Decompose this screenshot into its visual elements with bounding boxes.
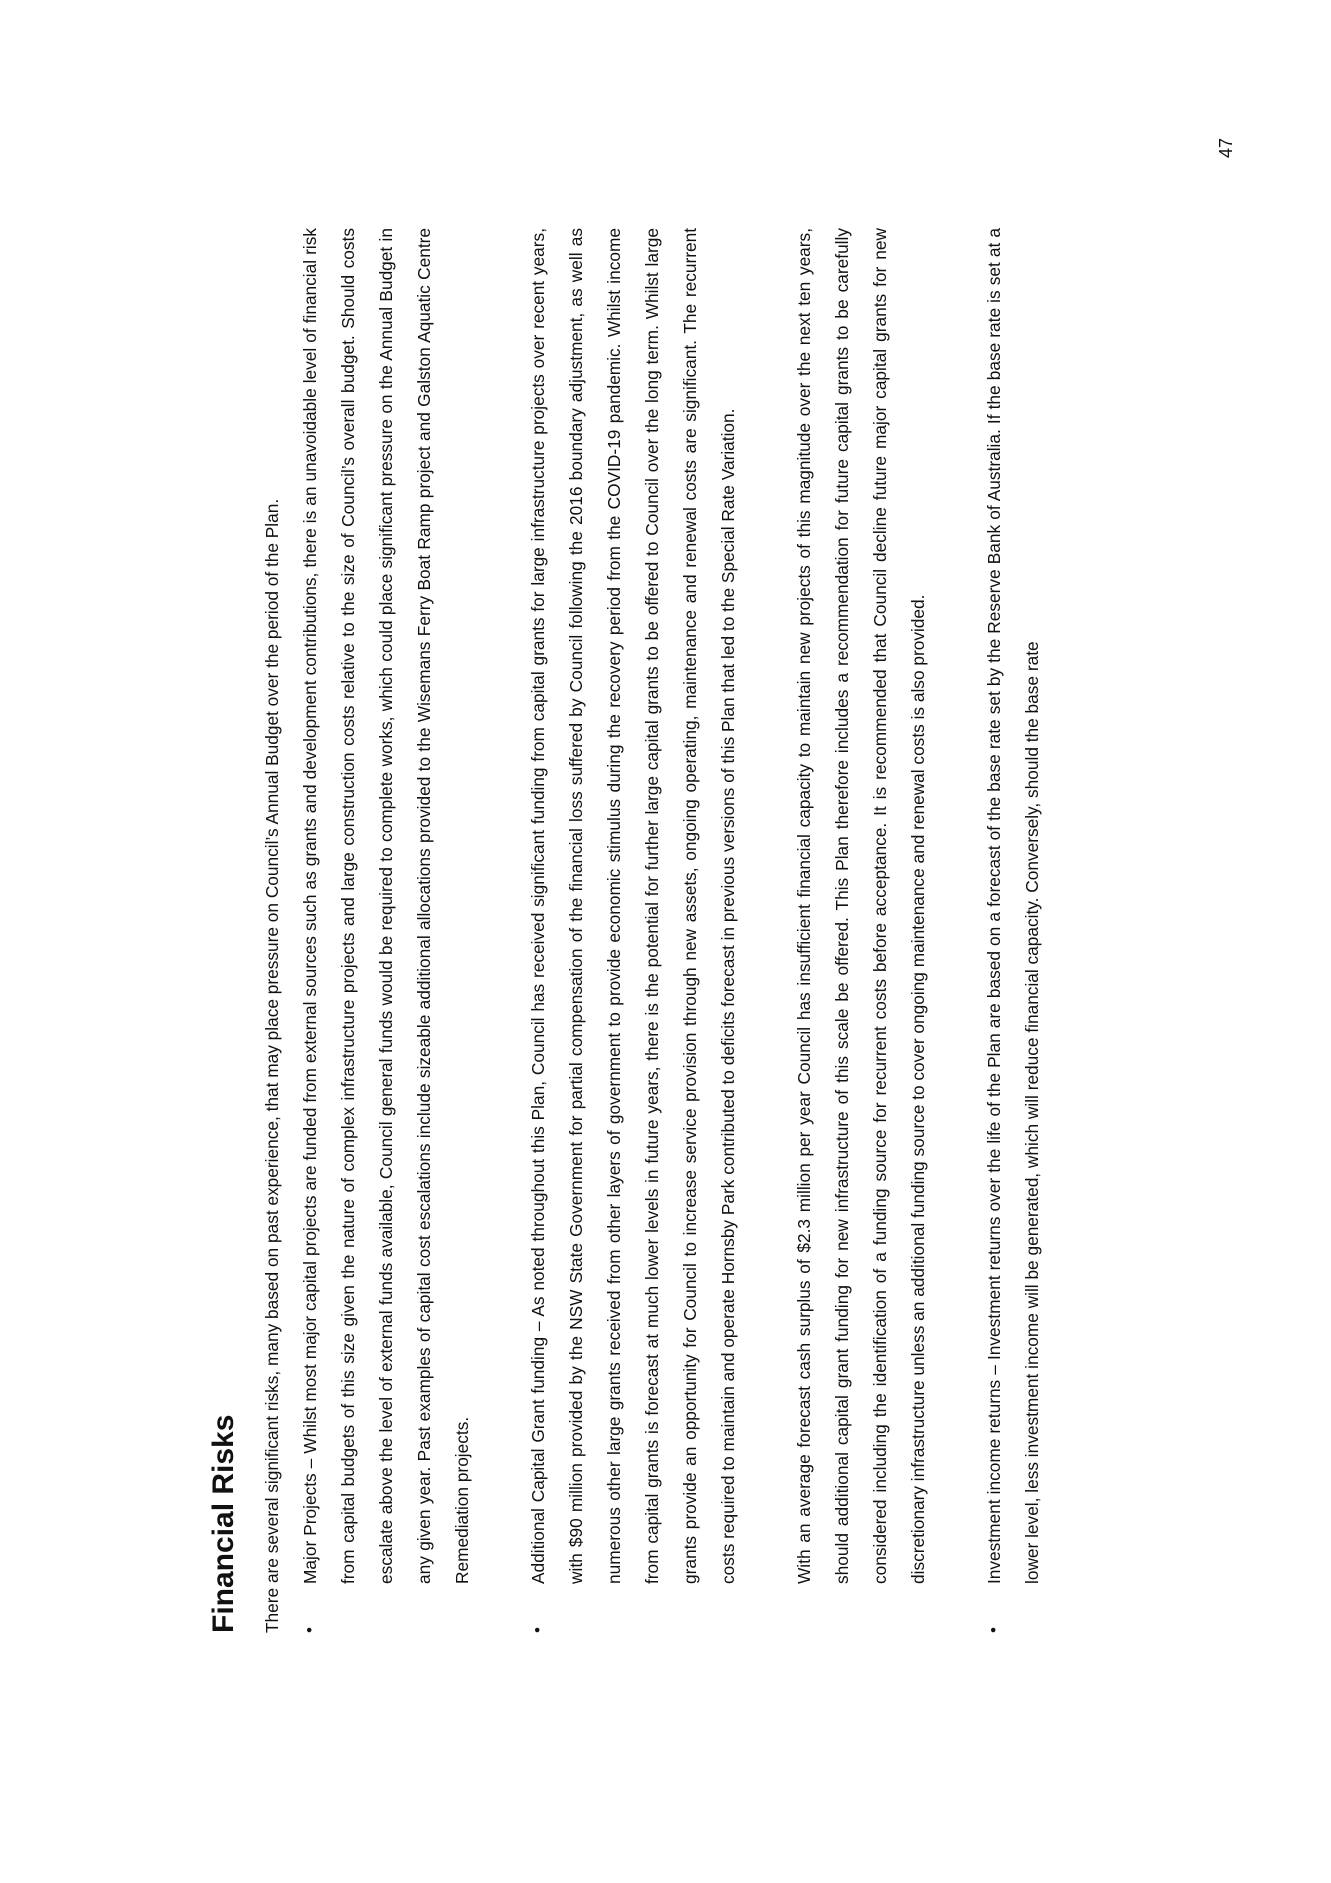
list-item-text: Investment income returns – Investment returns over the life of the Plan are based on a forecast of the base rate set by the Reserve Bank of Australia. If the base rate is set at a lower level, less investment income will be generated, which will reduce financial capacity. Conversely, should the base rate (984, 228, 1042, 1584)
list-item-text: Major Projects – Whilst most major capital projects are funded from external sources such as grants and development contributions, there is an unavoidable level of financial risk from capital budgets of this size given the nature of complex infrastructure projects and large construction costs relative to the size of Council’s overall budget. Should costs escalate above the level of external funds available, Council general funds would be required to complete works, which could place significant pressure on the Annual Budget in any given year. Past examples of capital cost escalations include sizeable additional allocations provided to the Wisemans Ferry Boat Ramp project and Galston Aquatic Centre Remediation projects. (300, 228, 472, 1584)
page-number: 47 (1216, 137, 1236, 158)
list-item-investment-income (975, 228, 1051, 1633)
section-title: Financial Risks (207, 1414, 240, 1633)
list-item-major-projects (291, 228, 481, 1633)
list-item-text: Additional Capital Grant funding – As noted throughout this Plan, Council has received significant funding from capital grants for large infrastructure projects over recent years, with $90 million provided by the NSW State Government for partial compensation of the financial loss suffered by Council following the 2016 boundary adjustment, as well as numerous other large grants received from other layers of government to provide economic stimulus during the recovery period from the COVID-19 pandemic. Whilst income from capital grants is forecast at much lower levels in future years, there is the potential for further large capital grants to be offered to Council over the long term. Whilst large grants provide an opportunity for Council to increase service provision through new assets, ongoing operating, maintenance and renewal costs are significant. The recurrent costs required to maintain and operate Hornsby Park contributed to deficits forecast in previous versions of this Plan that led to the Special Rate Variation. (528, 228, 738, 1584)
spacer (481, 228, 519, 1633)
bullet-icon: • (984, 1627, 1003, 1633)
risk-list (291, 228, 1051, 1633)
list-item-capital-grant (519, 228, 937, 1633)
spacer (937, 228, 975, 1633)
bullet-icon: • (528, 1627, 547, 1633)
list-item-followup-text: With an average forecast cash surplus of $2.3 million per year Council has insufficient financial capacity to maintain new projects of this magnitude over the next ten years, should additional capital grant funding for new infrastructure of this scale be offered. This Plan therefore includes a recommendation for future capital grants to be carefully considered including the identification of a funding source for recurrent costs before acceptance. It is recommended that Council decline future major capital grants for new discretionary infrastructure unless an additional funding source to cover ongoing maintenance and renewal costs is also provided. (794, 228, 928, 1584)
spacer (747, 228, 785, 1584)
page-content (205, 228, 1051, 1633)
intro-paragraph: There are several significant risks, many based on past experience, that may place pressure on Council’s Annual Budget over the period of the Plan. (262, 498, 282, 1633)
bullet-icon: • (300, 1627, 319, 1633)
